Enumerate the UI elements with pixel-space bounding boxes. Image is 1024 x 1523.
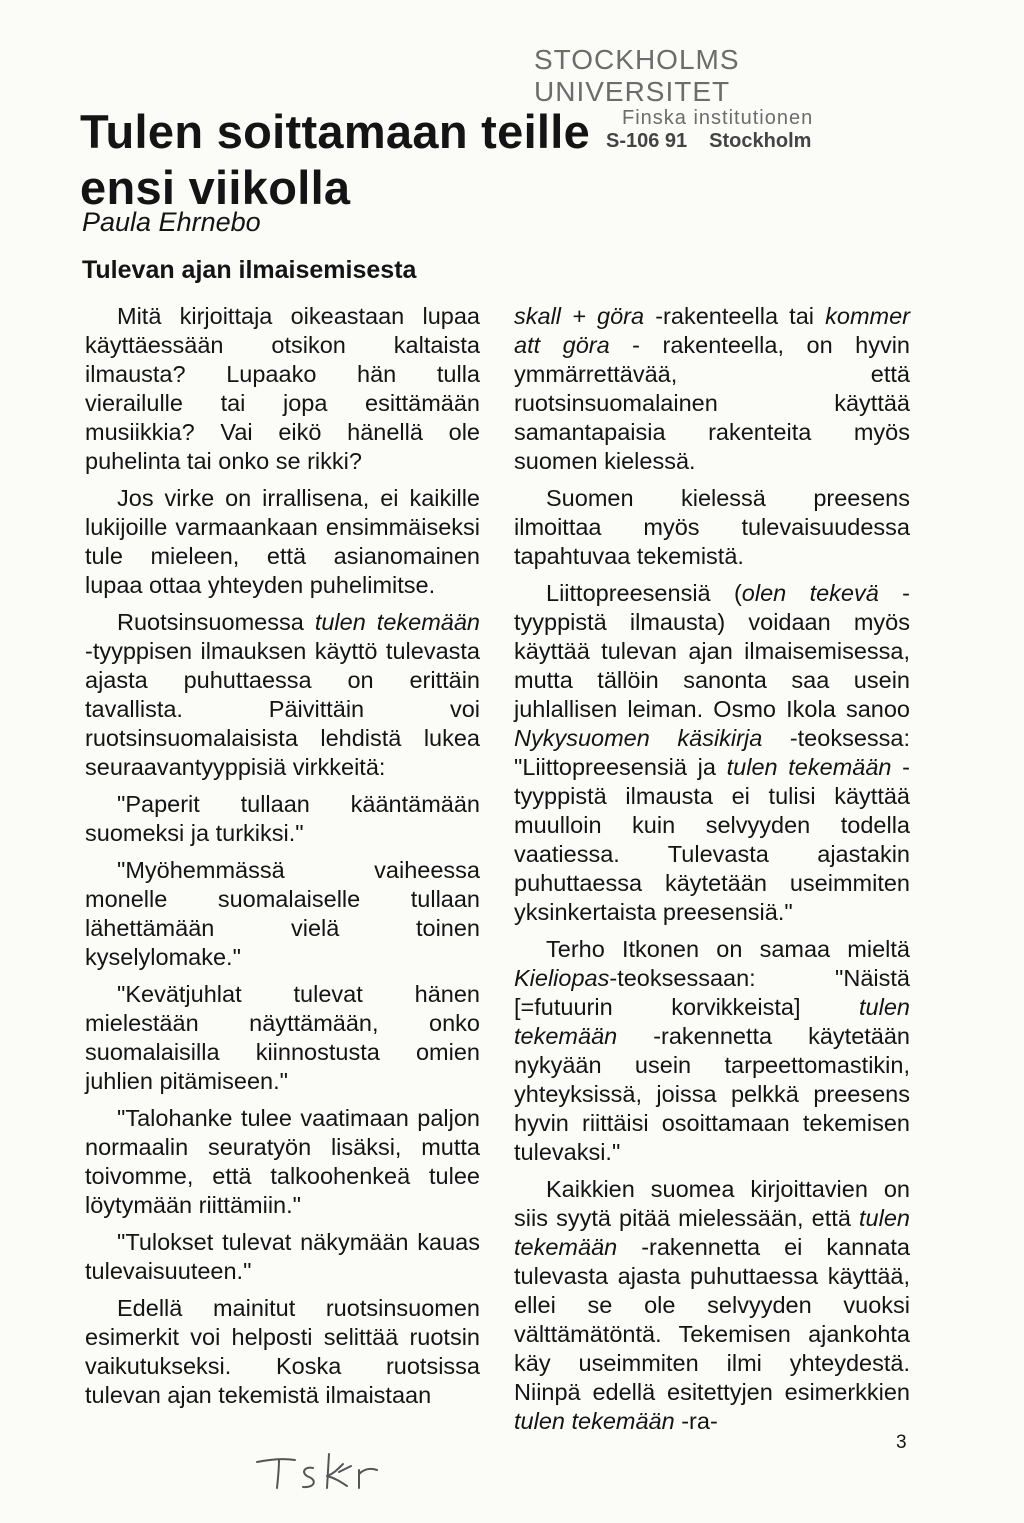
stamp-university: STOCKHOLMS UNIVERSITET bbox=[534, 44, 740, 107]
article-title bbox=[80, 104, 590, 216]
quote-4: "Talohanke tulee vaatimaan paljon normaalin seuratyön lisäksi, mutta toivomme, että talkoohenkeä tulee löytymään riittämiin." bbox=[85, 1105, 480, 1218]
title-line-2: ensi viikolla bbox=[80, 161, 351, 214]
text-run: -tyyppistä ilmausta) voidaan myös käyttää tulevan ajan ilmaisemisessa, mutta tällöin sanonta saa usein juhlallisen leiman. Osmo Ikola sanoo bbox=[514, 580, 910, 722]
title-line-1: Tulen soittamaan teille bbox=[80, 105, 591, 158]
right-paragraph-5 bbox=[514, 1175, 910, 1436]
text-run: -tyyppistä ilmausta ei tulisi käyttää muulloin kuin selvyyden todella vaatiessa. Tulevasta ajastakin puhuttaessa käytetään useimmiten yksinkertaista preesensiä." bbox=[514, 754, 910, 925]
left-paragraph-4: Edellä mainitut ruotsinsuomen esimerkit voi helposti selittää ruotsin vaikutukseksi. Koska ruotsissa tulevan ajan tekemistä ilmaistaan bbox=[85, 1295, 480, 1408]
handwritten-signature bbox=[255, 1448, 405, 1503]
italic-term: tulen tekemään bbox=[514, 994, 910, 1049]
stamp-address bbox=[606, 128, 934, 154]
right-column bbox=[514, 302, 910, 1436]
page-number: 3 bbox=[896, 1432, 907, 1453]
text-run: Terho Itkonen on samaa mieltä bbox=[546, 936, 910, 962]
stamp-city: Stockholm bbox=[709, 130, 812, 152]
text-run: -tyyppisen ilmauksen käyttö tulevasta ajasta puhuttaessa on erittäin tavallista. Päivittäin voi ruotsinsuomalaisista lehdistä lukea seuraavantyyppisiä virkkeitä: bbox=[85, 638, 480, 780]
italic-term: tulen tekemään bbox=[514, 1205, 910, 1260]
italic-term: olen tekevä bbox=[741, 580, 879, 606]
article-author: Paula Ehrnebo bbox=[82, 207, 261, 237]
text-run: Liittopreesensiä ( bbox=[546, 580, 742, 606]
quote-5: "Tulokset tulevat näkymään kauas tulevaisuuteen." bbox=[85, 1229, 480, 1284]
text-run: -teoksessa: "Liittopreesensiä ja bbox=[514, 725, 910, 780]
left-paragraph-1: Mitä kirjoittaja oikeastaan lupaa käyttäessään otsikon kaltaista ilmausta? Lupaako hän tulla vierailulle tai jopa esittämään musiikkia? Vai eikö hänellä ole puhelinta tai onko se rikki? bbox=[85, 303, 480, 474]
text-run: -rakennetta ei kannata tulevasta ajasta puhuttaessa käyttää, ellei se ole selvyyden vuoksi välttämätöntä. Tekemisen ajankohta käy useimmiten ilmi yhteydestä. Niinpä edellä esitettyjen esimerkkien bbox=[514, 1234, 910, 1405]
institution-stamp bbox=[534, 44, 934, 154]
italic-term: Nykysuomen käsikirja bbox=[514, 725, 763, 751]
right-paragraph-4 bbox=[514, 935, 910, 1167]
text-run: Ruotsinsuomessa bbox=[117, 609, 315, 635]
left-column bbox=[85, 302, 480, 1410]
article-subtitle: Tulevan ajan ilmaisemisesta bbox=[82, 256, 417, 284]
quote-1: "Paperit tullaan kääntämään suomeksi ja turkiksi." bbox=[85, 791, 480, 846]
italic-term: kommer att göra bbox=[514, 303, 911, 358]
italic-term: tulen tekemään bbox=[514, 1408, 675, 1434]
right-paragraph-1 bbox=[514, 302, 910, 476]
text-run: -ra- bbox=[674, 1408, 718, 1434]
right-paragraph-2: Suomen kielessä preesens ilmoittaa myös tulevaisuudessa tapahtuvaa tekemistä. bbox=[514, 485, 910, 569]
italic-term: tulen tekemään bbox=[726, 754, 892, 780]
right-paragraph-3 bbox=[514, 579, 910, 927]
text-run: -rakenteella tai bbox=[644, 303, 826, 329]
signature-drawing bbox=[255, 1448, 405, 1498]
text-run: -teoksessaan: "Näistä [=futuurin korvikkeista] bbox=[514, 965, 910, 1020]
italic-term: tulen tekemään bbox=[314, 609, 480, 635]
text-run: -rakennetta käytetään nykyään usein tarpeettomastikin, yhteyksissä, joissa pelkkä preesens hyvin riittäisi osoittamaan tekemisen tulevaksi." bbox=[514, 1023, 910, 1165]
left-paragraph-2: Jos virke on irrallisena, ei kaikille lukijoille varmaankaan ensimmäiseksi tule mieleen, että asianomainen lupaa ottaa yhteyden puhelimitse. bbox=[85, 485, 480, 598]
quote-2: "Myöhemmässä vaiheessa monelle suomalaiselle tullaan lähettämään vielä toinen kyselylomake." bbox=[85, 857, 480, 970]
stamp-department: Finska institutionen bbox=[622, 107, 814, 129]
quote-3: "Kevätjuhlat tulevat hänen mielestään näyttämään, onko suomalaisilla kiinnostusta omien juhlien pitämiseen." bbox=[85, 981, 480, 1094]
stamp-postcode: S-106 91 bbox=[606, 130, 688, 152]
text-run: Kaikkien suomea kirjoittavien on siis syytä pitää mielessään, että bbox=[514, 1176, 910, 1231]
left-paragraph-3 bbox=[85, 608, 480, 782]
text-run: - rakenteella, on hyvin ymmärrettävää, että ruotsinsuomalainen käyttää samantapaisia rakenteita myös suomen kielessä. bbox=[514, 332, 910, 474]
italic-term: skall + göra bbox=[514, 303, 645, 329]
italic-term: Kieliopas bbox=[514, 965, 610, 991]
